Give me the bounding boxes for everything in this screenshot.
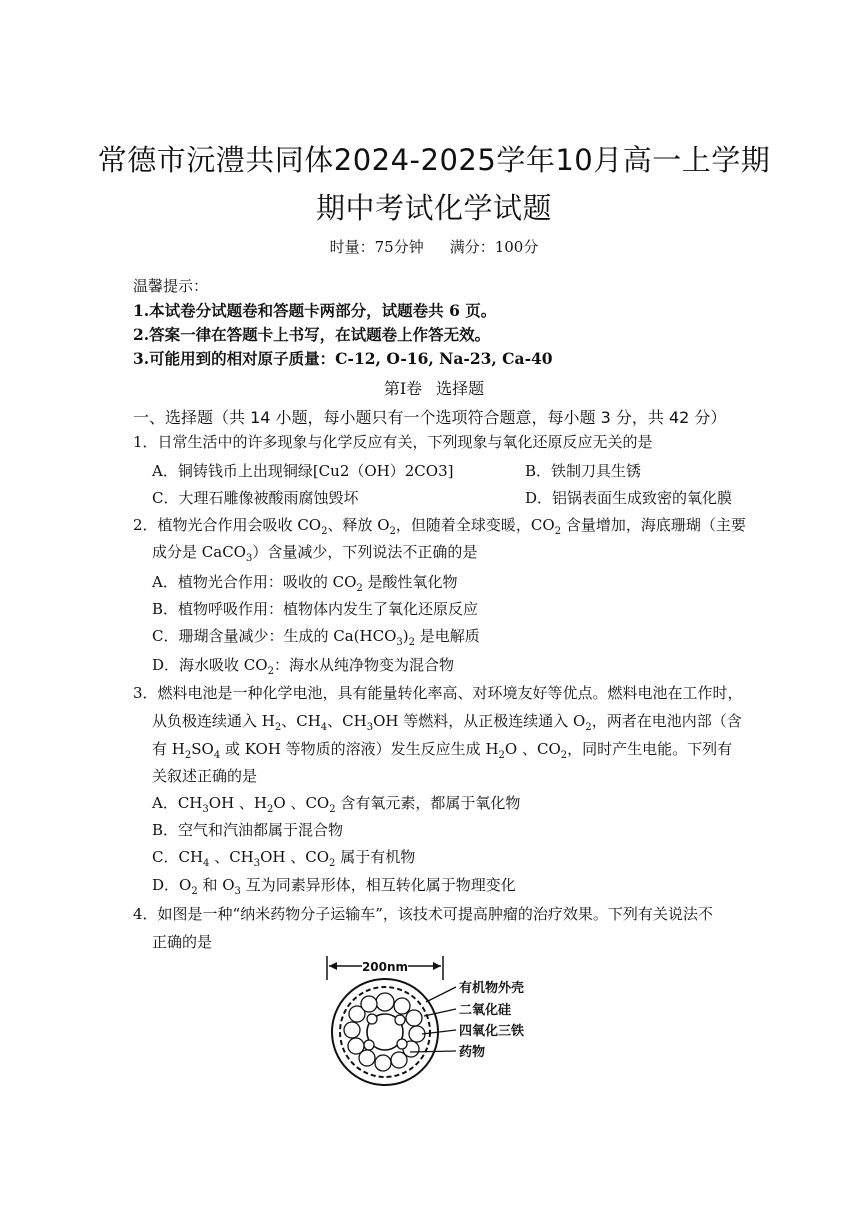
- leader-shell: [426, 987, 456, 1002]
- q3-stem-line2: 从负极连续通入 $H_2$、$CH_4$、$CH_3OH$ 等燃料，从正极连续通入 $O_2$，两者在电池内部（含: [152, 712, 742, 733]
- label-iron-oxide: 四氧化三铁: [459, 1024, 525, 1039]
- exam-time: 时量：75分钟: [329, 238, 424, 256]
- q1-option-b: B．铁制刀具生锈: [525, 462, 642, 480]
- q3-option-d: D．$O_2$ 和 $O_3$ 互为同素异形体，相互转化属于物理变化: [152, 876, 516, 897]
- q1-option-a: A．铜铸钱币上出现铜绿[Cu2（OH）2CO3]: [152, 462, 454, 480]
- dimension-label: 200nm: [361, 960, 409, 974]
- q2-stem-line1: 2．植物光合作用会吸收 $CO_2$、释放 $O_2$，但随着全球变暖，$CO_2$ 含量增加，海底珊瑚（主要: [133, 516, 746, 537]
- dimension-arrowhead-right: [433, 962, 441, 970]
- label-drug: 药物: [459, 1045, 486, 1060]
- q1-stem: 1．日常生活中的许多现象与化学反应有关，下列现象与氧化还原反应无关的是: [133, 433, 653, 451]
- section-heading: [0, 376, 868, 399]
- q2-option-a: A．植物光合作用：吸收的 $CO_2$ 是酸性氧化物: [152, 573, 458, 594]
- section-name: 选择题: [436, 379, 485, 398]
- tip-item-1: 1.本试卷分试题卷和答题卡两部分，试题卷共 6 页。: [133, 301, 497, 320]
- q4-stem-line2: 正确的是: [152, 933, 213, 951]
- q3-option-a: A．$CH_3OH$ 、$H_2O$ 、$CO_2$ 含有氧元素，都属于氧化物: [152, 794, 521, 815]
- nano-drug-carrier-figure: [322, 952, 548, 1088]
- part-heading: 一、选择题（共 14 小题，每小题只有一个选项符合题意，每小题 3 分，共 42 分）: [133, 408, 727, 427]
- q1-option-c: C．大理石雕像被酸雨腐蚀毁坏: [152, 489, 359, 507]
- q4-stem-line1: 4．如图是一种“纳米药物分子运输车”，该技术可提高肿瘤的治疗效果。下列有关说法不: [133, 905, 713, 923]
- q3-option-c: C．$CH_4$ 、$CH_3OH$ 、$CO_2$ 属于有机物: [152, 848, 416, 869]
- tips-heading: 温馨提示：: [133, 277, 209, 295]
- q3-option-b: B．空气和汽油都属于混合物: [152, 821, 344, 839]
- exam-title-line1: 常德市沅澧共同体2024-2025学年10月高一上学期: [97, 143, 771, 177]
- q3-stem-line1: 3．燃料电池是一种化学电池，具有能量转化率高、对环境友好等优点。燃料电池在工作时，: [133, 684, 743, 702]
- exam-meta: [0, 236, 868, 257]
- tip-item-2: 2.答案一律在答题卡上书写，在试题卷上作答无效。: [133, 325, 491, 344]
- q3-stem-line4: 关叙述正确的是: [152, 767, 258, 785]
- leader-silica: [424, 1009, 456, 1016]
- q2-stem-line2: 成分是 CaCO$_3$）含量减少，下列说法不正确的是: [152, 543, 478, 564]
- q2-option-b: B．植物呼吸作用：植物体内发生了氧化还原反应: [152, 600, 479, 618]
- label-organic-shell: 有机物外壳: [459, 981, 525, 996]
- leader-iron-oxide: [422, 1030, 456, 1034]
- q2-option-d: D．海水吸收 $CO_2$：海水从纯净物变为混合物: [152, 656, 454, 677]
- exam-score: 满分：100分: [449, 238, 539, 256]
- tip-item-3: 3.可能用到的相对原子质量：C-12, O-16, Na-23, Ca-40: [133, 349, 553, 368]
- exam-title-line2: 期中考试化学试题: [315, 191, 552, 225]
- label-silica: 二氧化硅: [459, 1003, 512, 1018]
- q3-stem-line3: 有 $H_2SO_4$ 或 KOH 等物质的溶液）发生反应生成 $H_2O$ 、$CO_2$，同时产生电能。下列有: [152, 740, 733, 761]
- section-volume: 第Ⅰ卷: [383, 379, 423, 398]
- dimension-arrowhead-left: [329, 962, 337, 970]
- q1-option-d: D．铝锅表面生成致密的氧化膜: [525, 489, 733, 507]
- q2-option-c: C．珊瑚含量减少：生成的 $Ca(HCO_3)_2$ 是电解质: [152, 627, 480, 648]
